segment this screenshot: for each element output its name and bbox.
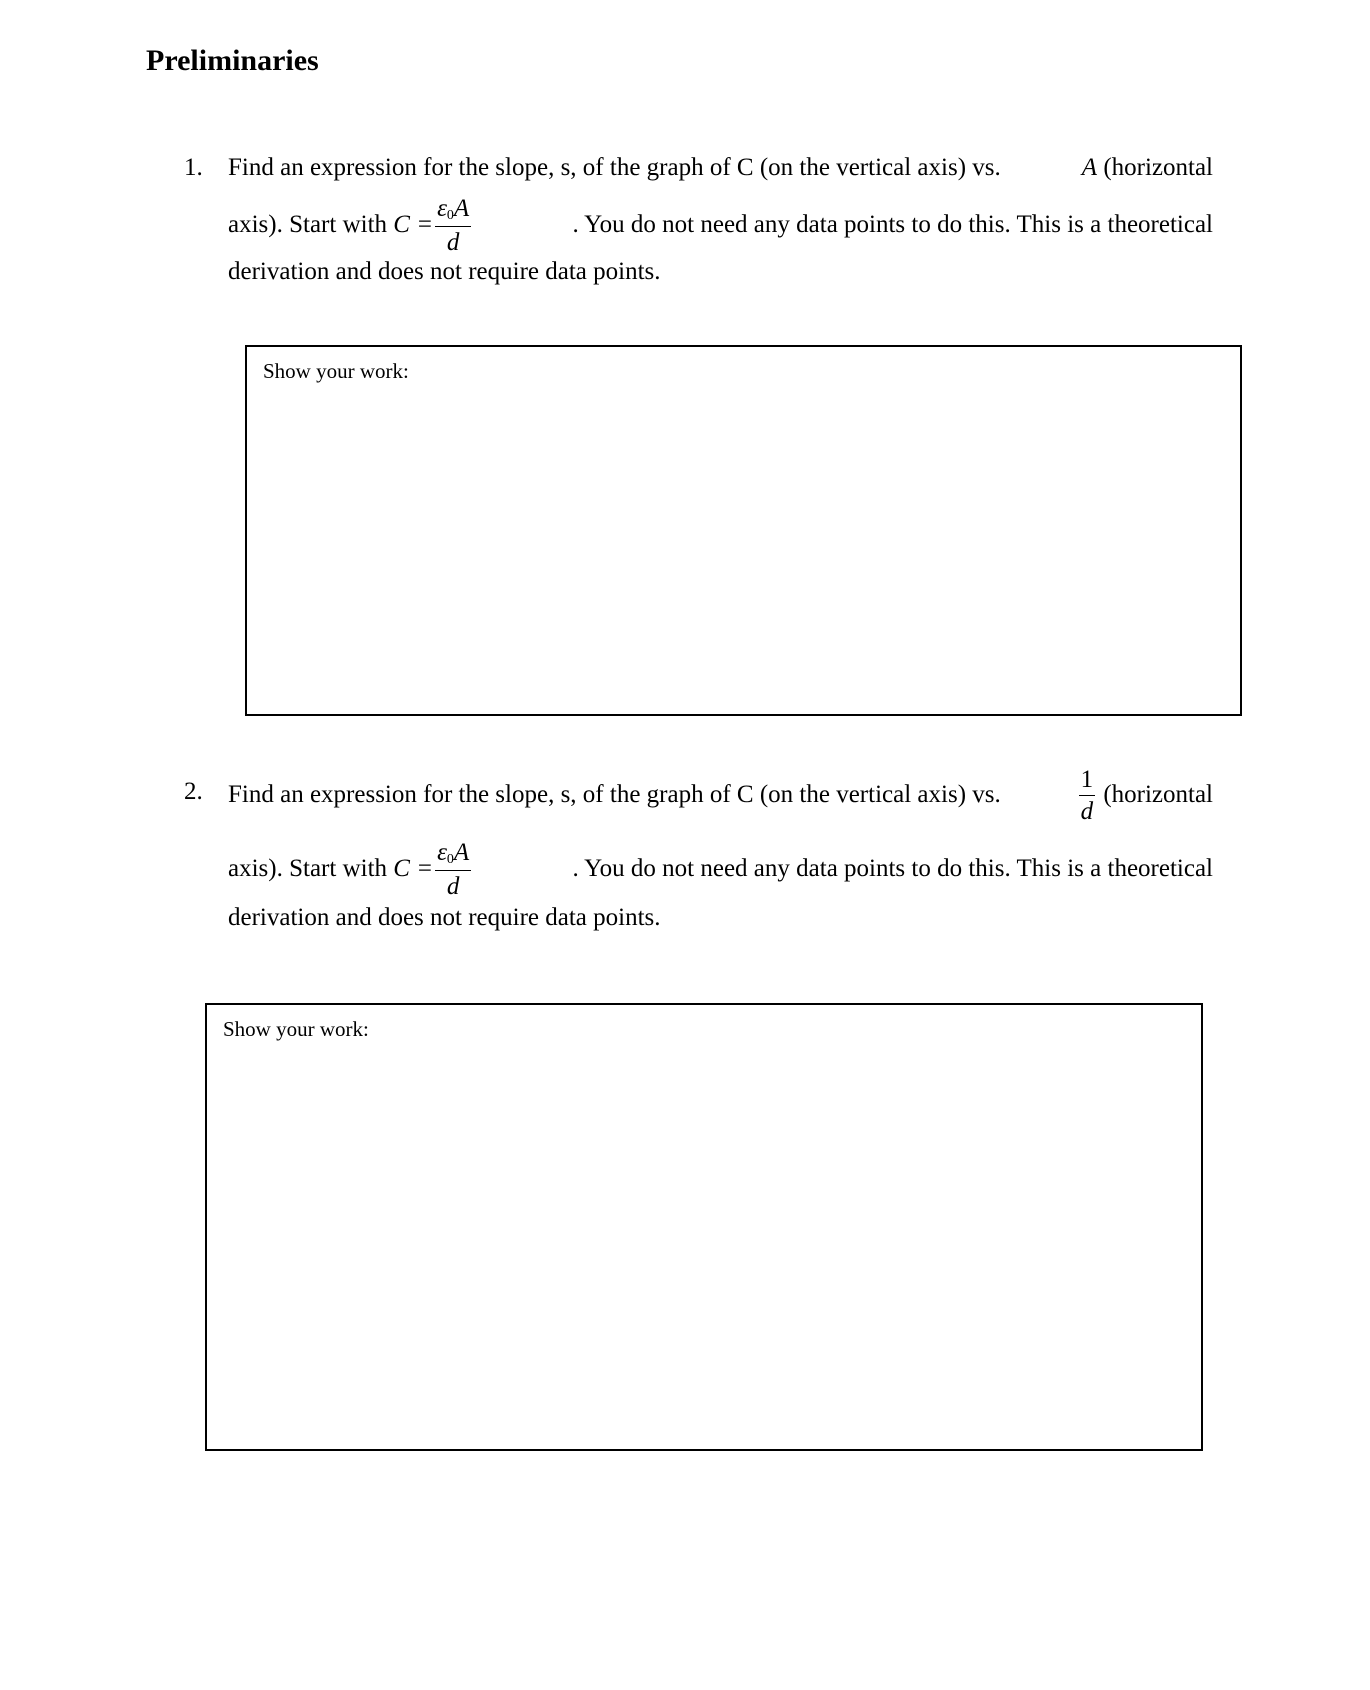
question-1-equation-lhs: C = <box>393 211 434 238</box>
question-1-line-2-end: . You do not need any data points to do this. This is a theoretical <box>572 211 1213 238</box>
section-title: Preliminaries <box>146 44 319 77</box>
question-2-line-1-end: (horizontal <box>1103 781 1213 808</box>
question-2-x-frac-den: d <box>1080 797 1094 825</box>
question-1-epsilon-sub: 0 <box>446 207 454 223</box>
question-2-number: 2. <box>184 778 203 805</box>
question-1-line-1 <box>228 154 1213 182</box>
question-2-distance-var: d <box>446 872 460 900</box>
question-1-line-1-end: (horizontal <box>1103 154 1213 181</box>
question-2-equation-fraction <box>435 840 471 899</box>
question-1-line-2 <box>228 190 1213 260</box>
question-1-equation-fraction <box>435 196 471 255</box>
question-2-x-fraction <box>1079 767 1096 824</box>
work-box-1-label: Show your work: <box>263 359 409 383</box>
question-1-number: 1. <box>184 154 203 181</box>
question-1-line-3: derivation and does not require data points. <box>228 258 661 285</box>
work-box-2-label: Show your work: <box>223 1017 369 1041</box>
question-2-x-frac-num: 1 <box>1079 767 1096 796</box>
work-box-2[interactable] <box>205 1003 1203 1451</box>
question-2-line-1-text: Find an expression for the slope, s, of the graph of C (on the vertical axis) vs. <box>228 781 1001 808</box>
question-2-epsilon-sub: 0 <box>446 851 454 867</box>
question-2-line-1 <box>228 760 1213 830</box>
question-2-line-2-start: axis). Start with <box>228 855 388 882</box>
question-2-epsilon: ε <box>437 838 447 866</box>
question-1-line-1-text: Find an expression for the slope, s, of the graph of C (on the vertical axis) vs. <box>228 154 1001 181</box>
question-1-area-var: A <box>453 194 470 222</box>
question-2-line-2-end: . You do not need any data points to do this. This is a theoretical <box>572 855 1213 882</box>
question-1-epsilon: ε <box>437 194 447 222</box>
question-1-x-variable: A <box>1081 154 1098 181</box>
question-2-area-var: A <box>453 838 470 866</box>
question-1-distance-var: d <box>446 228 460 256</box>
question-2-line-2 <box>228 834 1213 904</box>
question-2-equation-lhs: C = <box>393 855 434 882</box>
question-2-line-3: derivation and does not require data points. <box>228 904 661 931</box>
work-box-1[interactable] <box>245 345 1242 716</box>
question-1-line-2-start: axis). Start with <box>228 211 388 238</box>
